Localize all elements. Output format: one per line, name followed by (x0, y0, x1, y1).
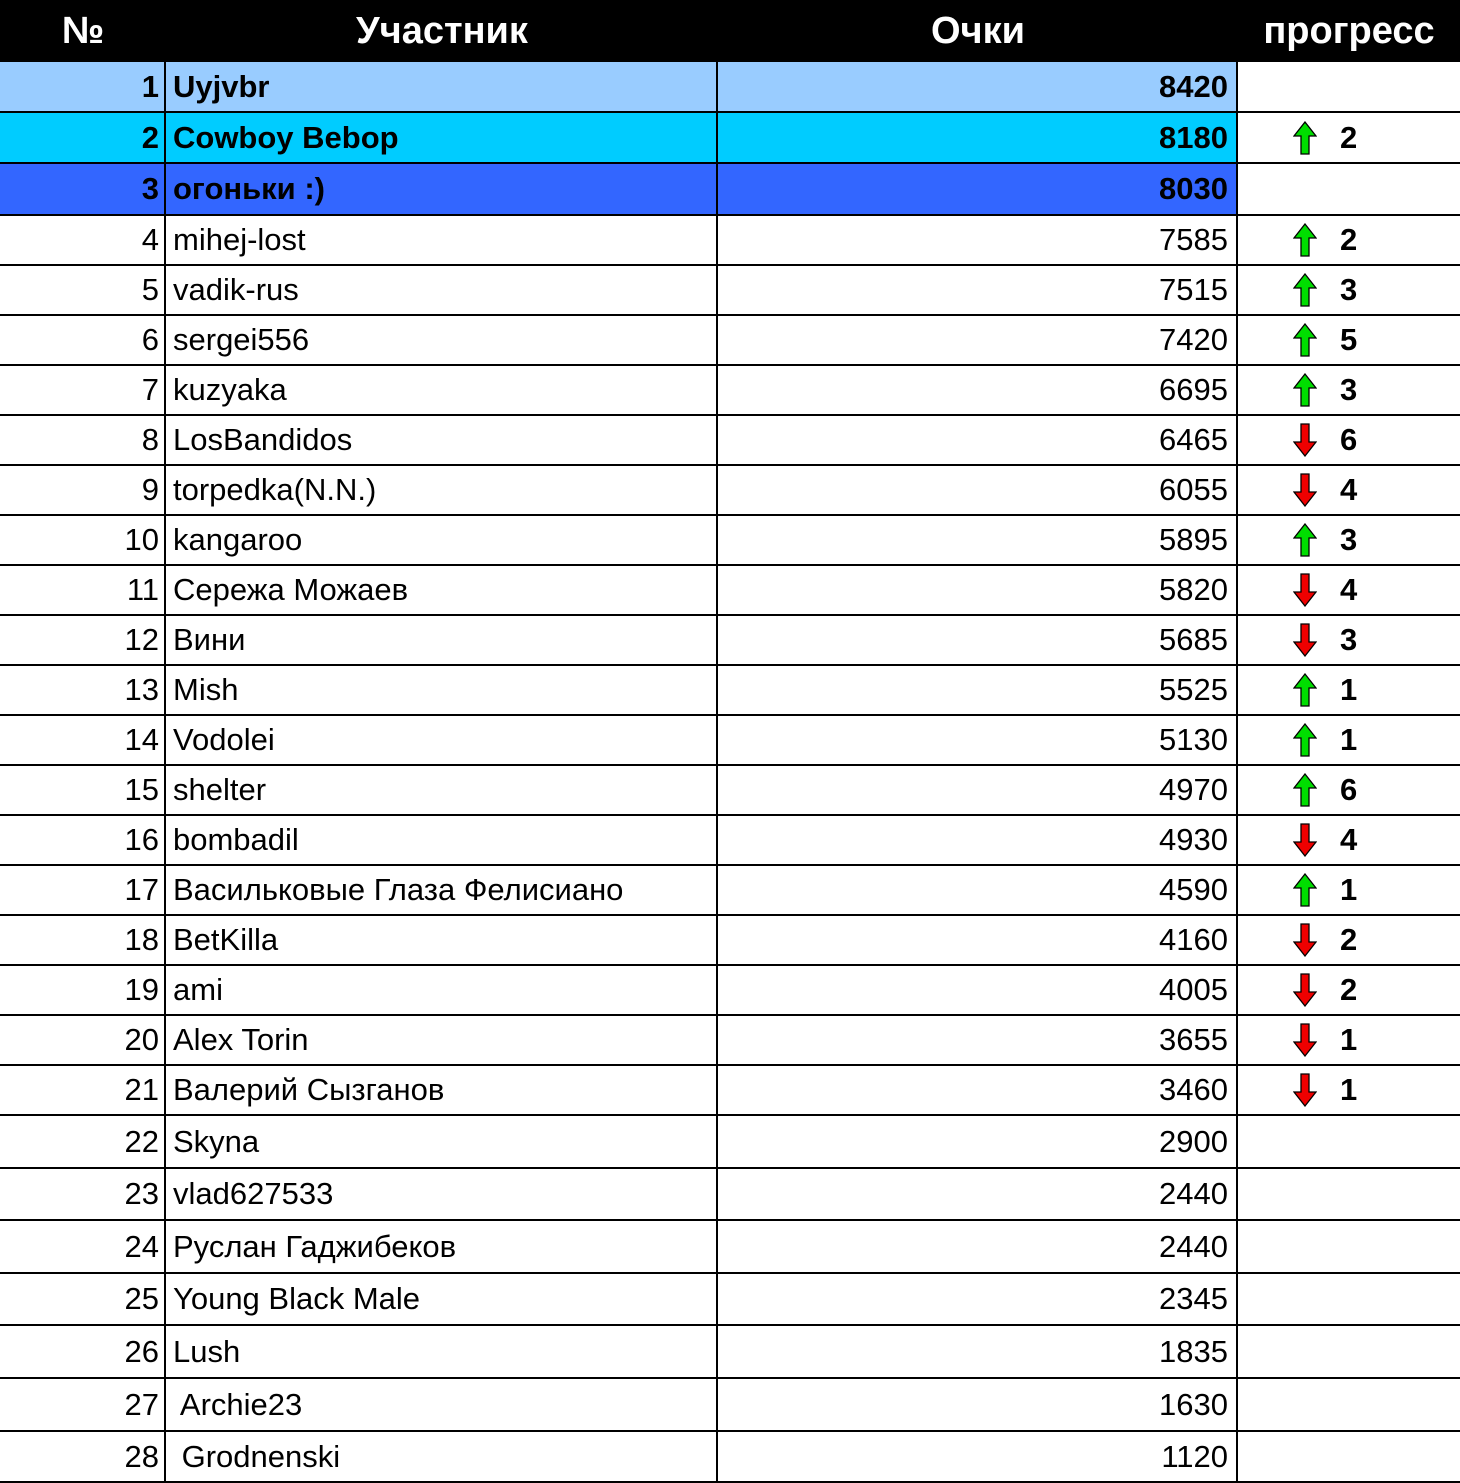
rank-cell: 15 (0, 766, 166, 814)
progress-delta: 2 (1340, 119, 1358, 155)
rank-cell: 1 (0, 62, 166, 111)
table-row (0, 1116, 1460, 1169)
progress-cell (1238, 1274, 1460, 1324)
arrow-down-icon (1293, 923, 1317, 957)
table-row (0, 316, 1460, 366)
points-cell: 6055 (718, 466, 1238, 514)
rank-cell: 10 (0, 516, 166, 564)
points-cell: 4590 (718, 866, 1238, 914)
points-cell: 5525 (718, 666, 1238, 714)
progress-cell (1238, 266, 1460, 314)
table-row (0, 666, 1460, 716)
arrow-up-icon (1293, 723, 1317, 757)
arrow-down-icon (1293, 573, 1317, 607)
progress-delta: 1 (1340, 722, 1358, 757)
rank-cell: 26 (0, 1326, 166, 1377)
rank-cell: 19 (0, 966, 166, 1014)
participant-name: shelter (166, 766, 718, 814)
table-row (0, 416, 1460, 466)
points-cell: 2440 (718, 1221, 1238, 1272)
points-cell: 8030 (718, 164, 1238, 214)
table-row (0, 566, 1460, 616)
points-cell: 7420 (718, 316, 1238, 364)
participant-name: Lush (166, 1326, 718, 1377)
points-cell: 1835 (718, 1326, 1238, 1377)
progress-delta: 2 (1340, 222, 1358, 257)
arrow-up-icon (1293, 773, 1317, 807)
table-row (0, 616, 1460, 666)
table-row (0, 766, 1460, 816)
progress-cell (1238, 866, 1460, 914)
table-row (0, 866, 1460, 916)
rank-cell: 28 (0, 1432, 166, 1481)
progress-cell (1238, 113, 1460, 162)
arrow-down-icon (1293, 1073, 1317, 1107)
rank-cell: 12 (0, 616, 166, 664)
arrow-down-icon (1293, 623, 1317, 657)
progress-cell (1238, 966, 1460, 1014)
points-cell: 2440 (718, 1169, 1238, 1219)
participant-name: Grodnenski (166, 1432, 718, 1481)
progress-delta: 3 (1340, 272, 1358, 307)
rank-cell: 21 (0, 1066, 166, 1114)
participant-name: vadik-rus (166, 266, 718, 314)
arrow-down-icon (1293, 473, 1317, 507)
points-cell: 5895 (718, 516, 1238, 564)
table-row (0, 1066, 1460, 1116)
arrow-up-icon (1293, 323, 1317, 357)
rank-cell: 20 (0, 1016, 166, 1064)
points-cell: 7515 (718, 266, 1238, 314)
rank-cell: 4 (0, 216, 166, 264)
arrow-up-icon (1293, 373, 1317, 407)
points-cell: 1630 (718, 1379, 1238, 1430)
progress-cell (1238, 916, 1460, 964)
points-cell: 2900 (718, 1116, 1238, 1167)
rank-cell: 17 (0, 866, 166, 914)
arrow-up-icon (1293, 121, 1317, 155)
table-row (0, 916, 1460, 966)
table-row (0, 266, 1460, 316)
table-row (0, 1016, 1460, 1066)
table-row (0, 1379, 1460, 1432)
table-row (0, 1432, 1460, 1483)
rank-cell: 25 (0, 1274, 166, 1324)
table-row (0, 716, 1460, 766)
participant-name: LosBandidos (166, 416, 718, 464)
participant-name: Руслан Гаджибеков (166, 1221, 718, 1272)
points-cell: 8180 (718, 113, 1238, 162)
participant-name: sergei556 (166, 316, 718, 364)
progress-cell (1238, 62, 1460, 111)
table-row (0, 1169, 1460, 1221)
participant-name: Вини (166, 616, 718, 664)
progress-cell (1238, 366, 1460, 414)
points-cell: 4930 (718, 816, 1238, 864)
rank-cell: 9 (0, 466, 166, 514)
points-cell: 5820 (718, 566, 1238, 614)
table-row (0, 216, 1460, 266)
points-cell: 6465 (718, 416, 1238, 464)
progress-delta: 4 (1340, 472, 1358, 507)
progress-delta: 1 (1340, 1072, 1358, 1107)
arrow-up-icon (1293, 273, 1317, 307)
progress-cell (1238, 516, 1460, 564)
participant-name: Валерий Сызганов (166, 1066, 718, 1114)
progress-delta: 4 (1340, 822, 1358, 857)
arrow-up-icon (1293, 223, 1317, 257)
rank-cell: 24 (0, 1221, 166, 1272)
progress-cell (1238, 466, 1460, 514)
rank-cell: 18 (0, 916, 166, 964)
table-row (0, 1326, 1460, 1379)
table-row (0, 1221, 1460, 1274)
arrow-up-icon (1293, 873, 1317, 907)
progress-cell (1238, 1432, 1460, 1481)
progress-delta: 4 (1340, 572, 1358, 607)
rank-cell: 6 (0, 316, 166, 364)
arrow-up-icon (1293, 673, 1317, 707)
arrow-down-icon (1293, 823, 1317, 857)
progress-delta: 3 (1340, 522, 1358, 557)
table-row (0, 113, 1460, 164)
participant-name: Young Black Male (166, 1274, 718, 1324)
rank-cell: 3 (0, 164, 166, 214)
points-cell: 2345 (718, 1274, 1238, 1324)
participant-name: Vodolei (166, 716, 718, 764)
participant-name: огоньки :) (166, 164, 718, 214)
table-row (0, 62, 1460, 113)
progress-cell (1238, 216, 1460, 264)
arrow-up-icon (1293, 523, 1317, 557)
table-header (0, 0, 1460, 62)
participant-name: torpedka(N.N.) (166, 466, 718, 514)
points-cell: 4005 (718, 966, 1238, 1014)
progress-cell (1238, 164, 1460, 214)
rank-cell: 22 (0, 1116, 166, 1167)
rank-cell: 11 (0, 566, 166, 614)
arrow-down-icon (1293, 423, 1317, 457)
table-row (0, 1274, 1460, 1326)
progress-delta: 2 (1340, 972, 1358, 1007)
header-points: Очки (931, 10, 1025, 52)
points-cell: 4160 (718, 916, 1238, 964)
header-num: № (61, 10, 105, 52)
progress-cell (1238, 416, 1460, 464)
progress-delta: 6 (1340, 772, 1358, 807)
progress-cell (1238, 1016, 1460, 1064)
rank-cell: 13 (0, 666, 166, 714)
points-cell: 5685 (718, 616, 1238, 664)
participant-name: Mish (166, 666, 718, 714)
table-row (0, 164, 1460, 216)
progress-cell (1238, 1169, 1460, 1219)
table-row (0, 516, 1460, 566)
points-cell: 8420 (718, 62, 1238, 111)
points-cell: 7585 (718, 216, 1238, 264)
progress-cell (1238, 316, 1460, 364)
participant-name: ami (166, 966, 718, 1014)
table-row (0, 466, 1460, 516)
participant-name: kuzyaka (166, 366, 718, 414)
participant-name: vlad627533 (166, 1169, 718, 1219)
rank-cell: 5 (0, 266, 166, 314)
progress-cell (1238, 816, 1460, 864)
header-progress: прогресс (1263, 10, 1435, 52)
progress-cell (1238, 616, 1460, 664)
rank-cell: 27 (0, 1379, 166, 1430)
participant-name: mihej-lost (166, 216, 718, 264)
points-cell: 5130 (718, 716, 1238, 764)
participant-name: BetKilla (166, 916, 718, 964)
progress-cell (1238, 716, 1460, 764)
participant-name: Васильковые Глаза Фелисиано (166, 866, 718, 914)
progress-delta: 3 (1340, 622, 1358, 657)
progress-cell (1238, 1221, 1460, 1272)
progress-delta: 1 (1340, 872, 1358, 907)
arrow-down-icon (1293, 973, 1317, 1007)
progress-cell (1238, 1326, 1460, 1377)
participant-name: Uyjvbr (166, 62, 718, 111)
participant-name: kangaroo (166, 516, 718, 564)
points-cell: 1120 (718, 1432, 1238, 1481)
points-cell: 4970 (718, 766, 1238, 814)
rank-cell: 23 (0, 1169, 166, 1219)
progress-delta: 6 (1340, 422, 1358, 457)
arrow-down-icon (1293, 1023, 1317, 1057)
participant-name: Archie23 (166, 1379, 718, 1430)
progress-cell (1238, 1066, 1460, 1114)
progress-delta: 3 (1340, 372, 1358, 407)
rank-cell: 7 (0, 366, 166, 414)
table-row (0, 816, 1460, 866)
progress-delta: 2 (1340, 922, 1358, 957)
rank-cell: 2 (0, 113, 166, 162)
participant-name: Skyna (166, 1116, 718, 1167)
header-participant: Участник (356, 10, 528, 52)
points-cell: 6695 (718, 366, 1238, 414)
progress-delta: 1 (1340, 1022, 1358, 1057)
progress-cell (1238, 666, 1460, 714)
participant-name: Cowboy Bebop (166, 113, 718, 162)
rank-cell: 8 (0, 416, 166, 464)
progress-delta: 1 (1340, 672, 1358, 707)
participant-name: bombadil (166, 816, 718, 864)
progress-delta: 5 (1340, 322, 1358, 357)
participant-name: Сережа Можаев (166, 566, 718, 614)
rank-cell: 16 (0, 816, 166, 864)
progress-cell (1238, 1379, 1460, 1430)
rank-cell: 14 (0, 716, 166, 764)
points-cell: 3460 (718, 1066, 1238, 1114)
table-row (0, 966, 1460, 1016)
progress-cell (1238, 766, 1460, 814)
table-row (0, 366, 1460, 416)
progress-cell (1238, 1116, 1460, 1167)
participant-name: Alex Torin (166, 1016, 718, 1064)
points-cell: 3655 (718, 1016, 1238, 1064)
progress-cell (1238, 566, 1460, 614)
